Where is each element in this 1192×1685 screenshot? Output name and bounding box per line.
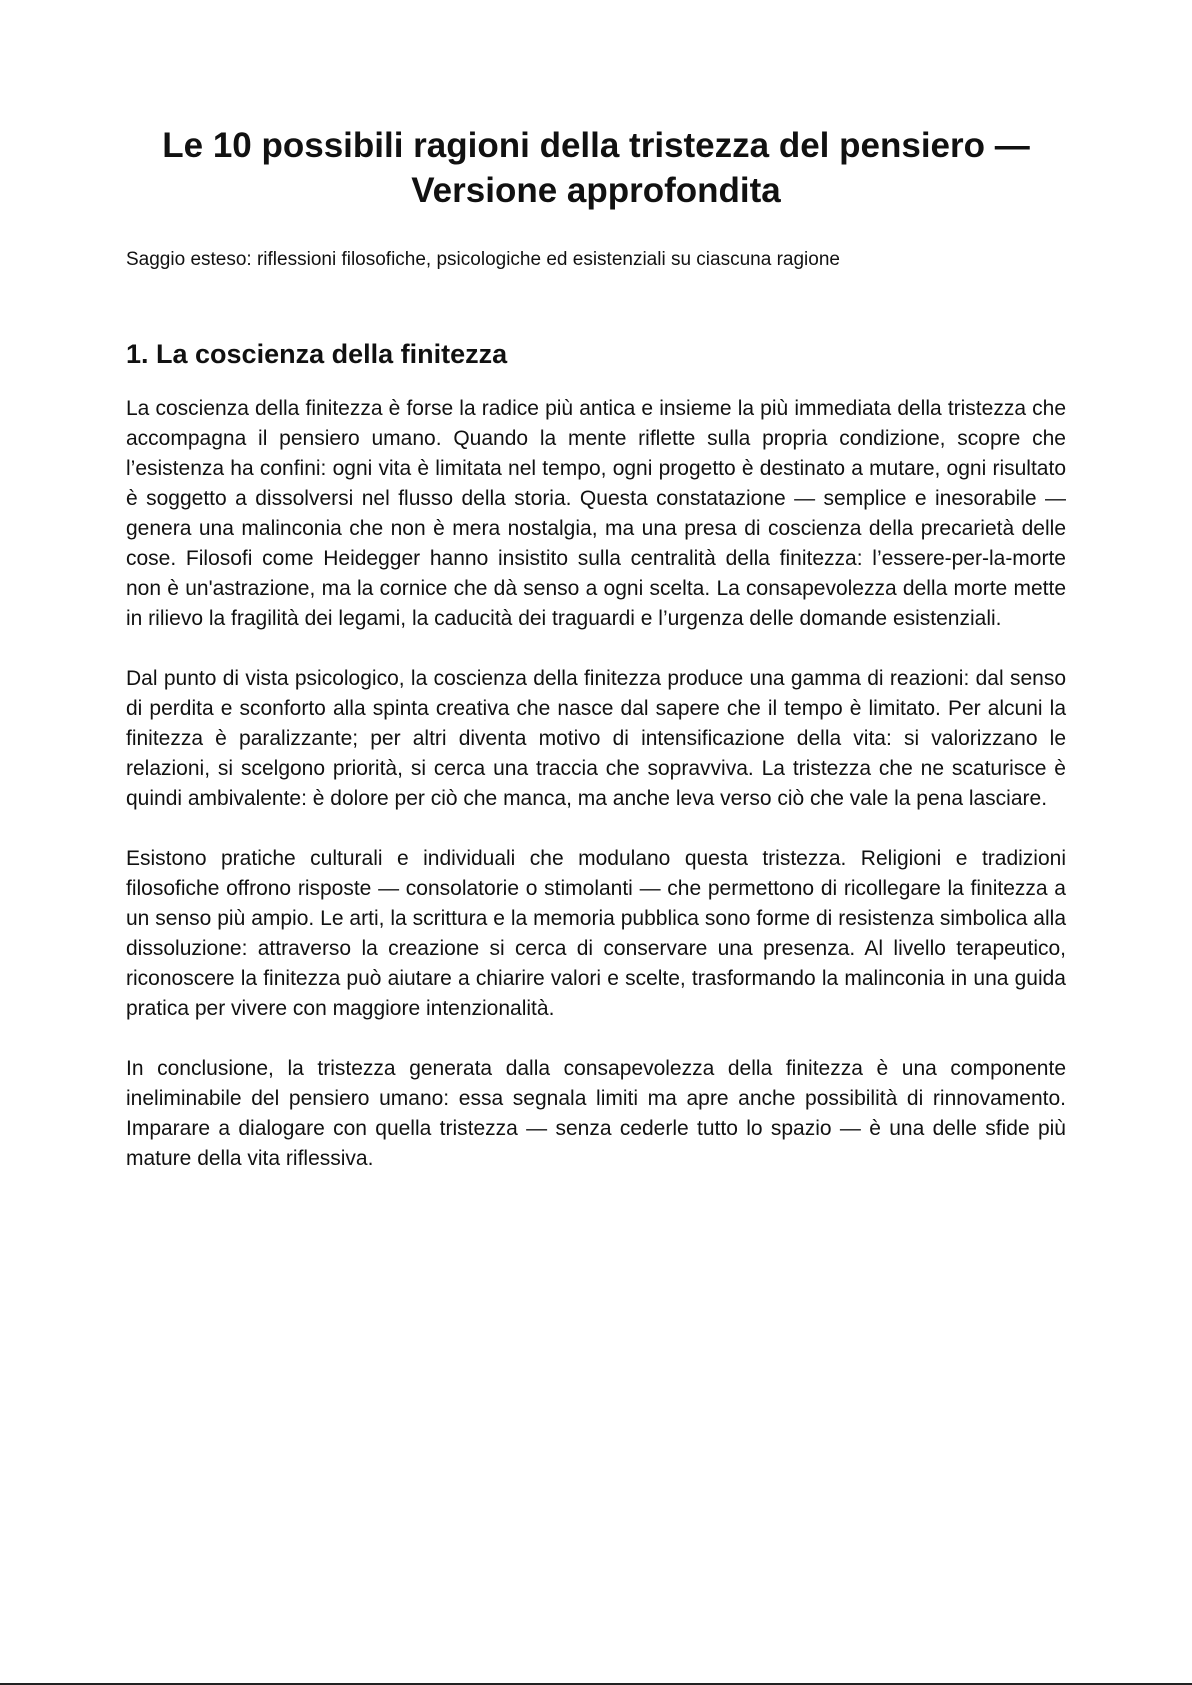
paragraph: Dal punto di vista psicologico, la coscienza della finitezza produce una gamma di reazioni: dal senso di perdita e sconforto alla spinta creativa che nasce dal sapere che il tempo è limitato. Per alcuni la finitezza è paralizzante; per altri diventa motivo di intensificazione della vita: si valorizzano le relazioni, si scelgono priorità, si cerca una traccia che sopravviva. La tristezza che ne scaturisce è quindi ambivalente: è dolore per ciò che manca, ma anche leva verso ciò che vale la pena lasciare. — [126, 667, 1066, 810]
paragraph: In conclusione, la tristezza generata dalla consapevolezza della finitezza è una componente ineliminabile del pensiero umano: essa segnala limiti ma apre anche possibilità di rinnovamento. Imparare a dialogare con quella tristezza — senza cederle tutto lo spazio — è una delle sfide più mature della vita riflessiva. — [126, 1057, 1066, 1170]
section-heading: 1. La coscienza della finitezza — [126, 339, 508, 369]
document-subtitle: Saggio esteso: riflessioni filosofiche, psicologiche ed esistenziali su ciascuna ragione — [126, 249, 840, 270]
paragraph: La coscienza della finitezza è forse la radice più antica e insieme la più immediata della tristezza che accompagna il pensiero umano. Quando la mente riflette sulla propria condizione, scopre che l’esistenza ha confini: ogni vita è limitata nel tempo, ogni progetto è destinato a mutare, ogni risultato è soggetto a dissolversi nel flusso della storia. Questa constatazione — semplice e inesorabile — genera una malinconia che non è mera nostalgia, ma una presa di coscienza della precarietà delle cose. Filosofi come Heidegger hanno insistito sulla centralità della finitezza: l’essere-per-la-morte non è un'astrazione, ma la cornice che dà senso a ogni scelta. La consapevolezza della morte mette in rilievo la fragilità dei legami, la caducità dei traguardi e l’urgenza delle domande esistenziali. — [126, 397, 1066, 630]
paragraph: Esistono pratiche culturali e individuali che modulano questa tristezza. Religioni e tradizioni filosofiche offrono risposte — consolatorie o stimolanti — che permettono di ricollegare la finitezza a un senso più ampio. Le arti, la scrittura e la memoria pubblica sono forme di resistenza simbolica alla dissoluzione: attraverso la creazione si cerca di conservare una presenza. Al livello terapeutico, riconoscere la finitezza può aiutare a chiarire valori e scelte, trasformando la malinconia in una guida pratica per vivere con maggiore intenzionalità. — [126, 847, 1066, 1020]
document-title: Le 10 possibili ragioni della tristezza del pensiero — Versione approfondita — [162, 126, 1030, 210]
section-body — [126, 394, 1066, 1174]
section-finitezza — [126, 337, 1066, 1174]
